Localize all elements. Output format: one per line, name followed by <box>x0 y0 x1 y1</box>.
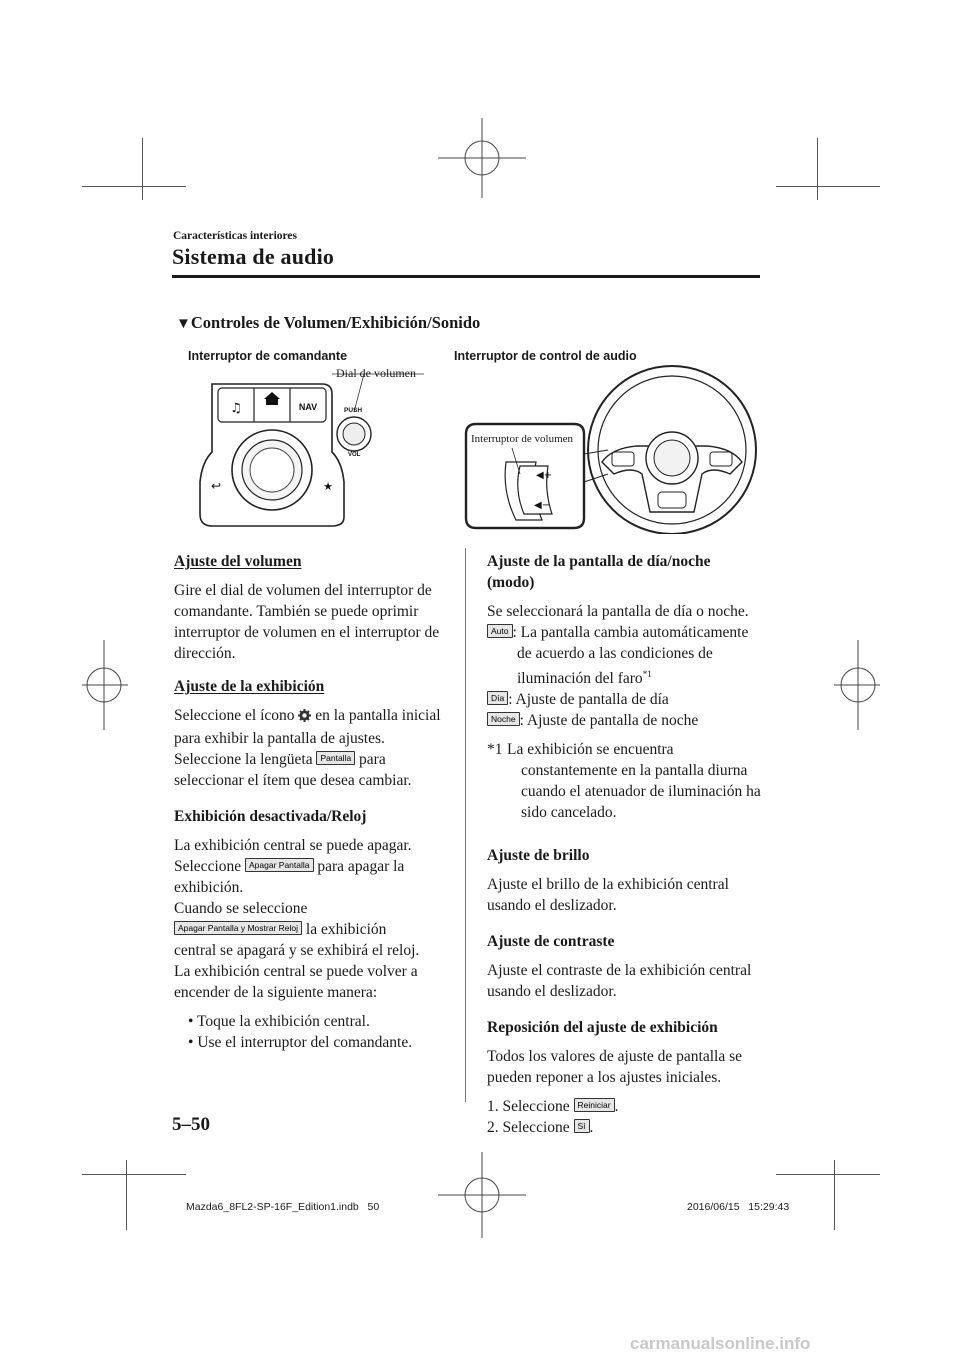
heading-contrast: Ajuste de contraste <box>487 933 615 951</box>
para-off-5 <box>174 919 458 940</box>
auto-option <box>487 622 767 643</box>
para-display-1b: en la pantalla inicial <box>315 707 441 724</box>
header-rule <box>172 275 760 278</box>
settings-gear-icon <box>298 707 311 728</box>
auto-chip: Auto <box>487 624 513 638</box>
noche-chip: Noche <box>487 712 520 726</box>
heading-volume: Ajuste del volumen <box>174 553 302 570</box>
bullet-list <box>174 1011 458 1053</box>
bullet-text-2: Use el interruptor del comandante. <box>197 1034 413 1051</box>
heading-brightness: Ajuste de brillo <box>487 847 590 865</box>
step-2-period: . <box>589 1119 594 1137</box>
svg-text:◀−: ◀− <box>534 500 551 511</box>
registration-mark-left <box>82 640 128 730</box>
heading-reset: Reposición del ajuste de exhibición <box>487 1019 718 1037</box>
footnote-ref: *1 <box>642 669 652 679</box>
para-reset-1: Todos los valores de ajuste de pantalla se <box>487 1048 743 1066</box>
dia-chip: Día <box>487 691 508 705</box>
para-display-2: para exhibir la pantalla de ajustes. <box>174 730 385 747</box>
svg-text:↩: ↩ <box>210 479 222 493</box>
si-chip: Sí <box>574 1119 590 1133</box>
apagar-pantalla-chip: Apagar Pantalla <box>245 858 314 872</box>
noche-option <box>487 710 767 731</box>
para-display-3a: Seleccione la lengüeta <box>174 751 313 768</box>
para-reset-2: pueden reponer a los ajustes iniciales. <box>487 1069 722 1087</box>
dia-desc: : Ajuste de pantalla de día <box>508 691 669 709</box>
para-mode: Se seleccionará la pantalla de día o noche. <box>487 603 749 620</box>
push-label: PUSH <box>344 407 363 414</box>
para-display-1 <box>174 705 458 728</box>
footnote-2: constantemente en la pantalla diurna <box>521 762 748 780</box>
watermark: carmanualsonline.info <box>630 1334 811 1353</box>
auto-desc-3 <box>487 664 767 689</box>
page-number: 5–50 <box>172 1114 210 1135</box>
svg-text:◀+: ◀+ <box>536 470 553 481</box>
para-contrast-2: usando el deslizador. <box>487 983 617 1001</box>
para-display-1a: Seleccione el ícono <box>174 707 295 724</box>
heading-display: Ajuste de la exhibición <box>174 678 325 695</box>
para-off-2b: para apagar la <box>317 858 405 875</box>
reiniciar-chip: Reiniciar <box>574 1098 615 1112</box>
dia-option <box>487 689 767 710</box>
para-off-6: central se apagará y se exhibirá el reloj. <box>174 942 420 959</box>
para-brightness-2: usando el deslizador. <box>487 897 617 915</box>
para-volume-1: Gire el dial de volumen del interruptor de <box>174 582 432 599</box>
para-display-3b: para <box>359 751 386 768</box>
figure-left-caption: Interruptor de comandante <box>188 349 348 363</box>
heading-mode-2: (modo) <box>487 574 535 591</box>
commander-switch-illustration <box>182 362 432 532</box>
subsection-title <box>176 313 480 333</box>
footnote-3: cuando el atenuador de iluminación ha <box>521 783 761 801</box>
para-volume-3: interruptor de volumen en el interruptor de <box>174 624 440 641</box>
column-divider <box>465 548 466 1102</box>
auto-desc-1: : La pantalla cambia automáticamente <box>512 624 749 641</box>
figure-right-caption: Interruptor de control de audio <box>454 349 637 363</box>
para-volume-2: comandante. También se puede oprimir <box>174 603 419 620</box>
step-2 <box>487 1117 767 1138</box>
para-off-1: La exhibición central se puede apagar. <box>174 837 412 854</box>
para-contrast-1: Ajuste el contraste de la exhibición central <box>487 962 752 980</box>
para-off-2a: Seleccione <box>174 858 242 875</box>
heading-display-off: Exhibición desactivada/Reloj <box>174 808 367 825</box>
footnote-mark: *1 <box>487 741 503 759</box>
footnote-4: sido cancelado. <box>521 804 617 822</box>
step-2-text: Seleccione <box>502 1119 570 1137</box>
registration-mark-top <box>438 118 526 198</box>
bullet-dot-icon: • <box>188 1034 198 1051</box>
footnote-1: La exhibición se encuentra <box>507 741 674 759</box>
step-1-text: Seleccione <box>502 1098 570 1116</box>
section-label: Características interiores <box>173 230 298 242</box>
volume-switch-callout: Interruptor de volumen <box>471 433 574 445</box>
svg-text:★: ★ <box>323 480 333 493</box>
para-display-4: seleccionar el ítem que desea cambiar. <box>174 772 412 789</box>
registration-mark-right <box>834 640 880 730</box>
noche-desc: : Ajuste de pantalla de noche <box>519 712 699 730</box>
step-2-number: 2. <box>487 1119 499 1137</box>
auto-desc-3-text: iluminación del faro <box>517 670 643 688</box>
para-volume-4: dirección. <box>174 645 236 662</box>
step-1-period: . <box>614 1098 619 1116</box>
steering-wheel-illustration <box>462 362 762 534</box>
step-1-number: 1. <box>487 1098 499 1116</box>
triangle-down-icon: ▼ <box>176 316 191 332</box>
para-display-3 <box>174 749 458 770</box>
list-item <box>188 1032 458 1053</box>
tab-pantalla-chip: Pantalla <box>316 751 355 765</box>
para-off-5b: la exhibición <box>305 921 387 938</box>
list-item <box>188 1011 458 1032</box>
auto-desc-2: de acuerdo a las condiciones de <box>517 645 713 662</box>
left-column <box>174 551 458 1053</box>
step-1 <box>487 1096 767 1117</box>
volume-dial-callout: Dial de volumen <box>336 366 416 380</box>
para-off-2 <box>174 856 458 877</box>
para-off-4: Cuando se seleccione <box>174 900 308 917</box>
bullet-dot-icon: • <box>188 1013 198 1030</box>
footnote <box>487 739 767 823</box>
bullet-text-1: Toque la exhibición central. <box>197 1013 370 1030</box>
file-info: Mazda6_8FL2-SP-16F_Edition1.indb 50 <box>186 1201 380 1213</box>
para-brightness-1: Ajuste el brillo de la exhibición central <box>487 876 729 894</box>
apagar-pantalla-reloj-chip: Apagar Pantalla y Mostrar Reloj <box>174 921 302 935</box>
para-off-8: encender de la siguiente manera: <box>174 984 378 1001</box>
subsection-title-text: Controles de Volumen/Exhibición/Sonido <box>190 313 481 332</box>
vol-label: VOL <box>348 452 361 458</box>
print-timestamp: 2016/06/15 15:29:43 <box>687 1201 790 1213</box>
heading-mode-1: Ajuste de la pantalla de día/noche <box>487 553 711 570</box>
page-title: Sistema de audio <box>172 244 335 269</box>
nav-button-label: NAV <box>298 402 318 412</box>
para-off-7: La exhibición central se puede volver a <box>174 963 418 980</box>
right-column <box>487 551 767 1138</box>
para-off-3: exhibición. <box>174 879 244 896</box>
svg-text:♫: ♫ <box>230 401 242 416</box>
registration-mark-bottom <box>438 1152 526 1238</box>
